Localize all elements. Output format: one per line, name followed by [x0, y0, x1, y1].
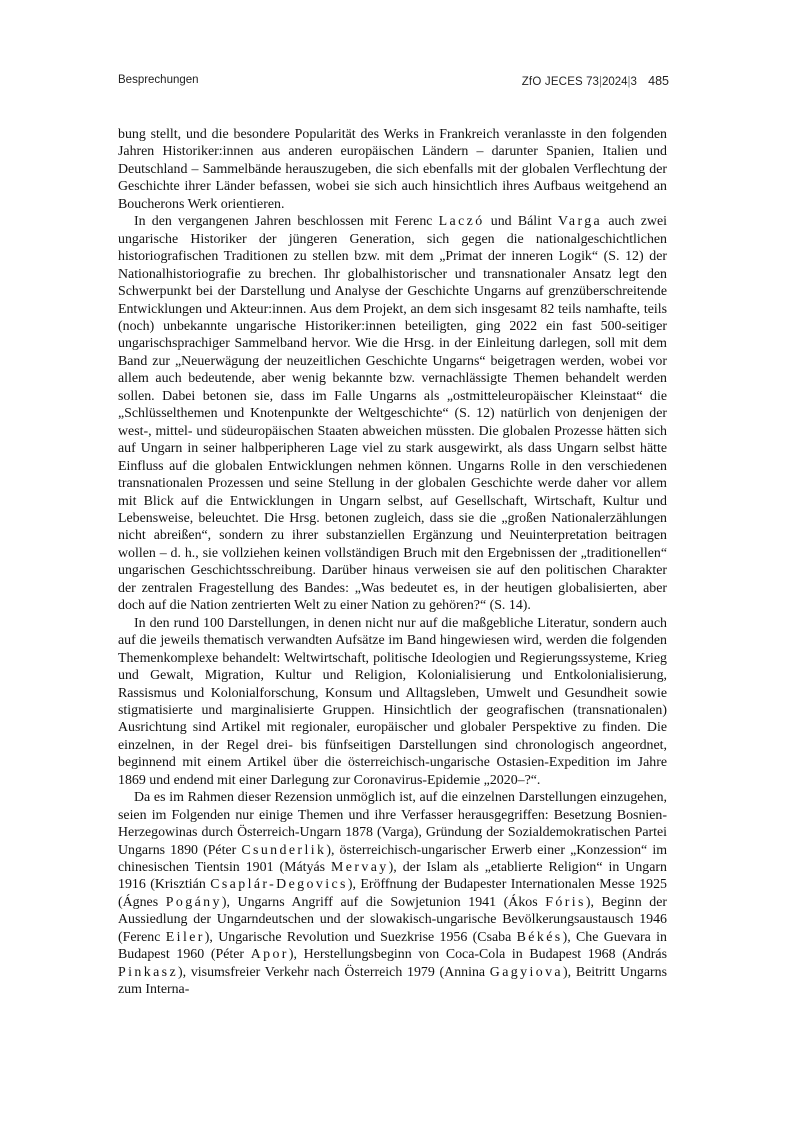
author-name: Eiler [165, 929, 205, 945]
paragraph [118, 213, 667, 614]
year: 2024 [601, 76, 628, 88]
text-segment: ), Ungarische Revolution und Suezkrise 1956 (Csaba [204, 929, 517, 945]
text-segment: ), Beitritt Ungarns zum Interna- [118, 964, 667, 998]
author-name: Gagyiova [489, 964, 563, 980]
running-header [118, 74, 669, 92]
journal-citation [522, 74, 669, 88]
text-segment: Da es im Rahmen dieser Rezension unmöglich ist, auf die einzelnen Darstellungen einzugehen, seien im Folgenden nur einige Themen und ihre Verfasser herausgegriffen: Besetzung Bosnien-Herzegowinas durch Österreich-Ungarn 1878 (Varga), Gründung der Sozialdemokratischen Partei Ungarns 1890 (Péter [118, 790, 667, 858]
author-name: Varga [557, 214, 603, 230]
author-name: Pogány [165, 894, 222, 910]
section-title: Besprechungen [118, 74, 199, 86]
text-segment: ), Herstellungsbeginn von Coca-Cola in Budapest 1968 (András [288, 947, 667, 963]
author-name: Csaplár-Degovics [210, 877, 348, 893]
author-name: Fóris [545, 894, 586, 910]
text-segment: In den vergangenen Jahren beschlossen mit Ferenc [134, 214, 439, 230]
text-segment: ), visumsfreier Verkehr nach Österreich 1979 (Annina [178, 964, 490, 980]
paragraph [118, 126, 667, 213]
text-segment: ), österreichisch-ungarischer Erwerb einer „Konzession“ im chinesischen Tientsin 1901 (Mátyás [118, 842, 667, 876]
text-segment: bung stellt, und die besondere Popularität des Werks in Frankreich veranlasste in den folgenden Jahren Historiker:innen aus anderen europäischen Ländern – darunter Spanien, Italien und Deutschland – Sammelbände herauszugeben, die sich ebenfalls mit der globalen Verflechtung der Geschichte ihrer Länder befassen, wobei sie sich auch hinsichtlich ihres Aufbaus weitgehend an Boucherons Werk orientieren. [118, 127, 667, 212]
text-segment: ), der Islam als „etablierte Religion“ in Ungarn 1916 (Krisztián [118, 860, 667, 893]
author-name: Pinkasz [118, 964, 179, 980]
paragraph [118, 789, 667, 998]
text-segment: ), Ungarns Angriff auf die Sowjetunion 1941 (Ákos [221, 894, 546, 910]
text-segment: und Bálint [484, 214, 558, 230]
body-text [118, 126, 667, 999]
paragraph [118, 615, 667, 790]
text-segment: In den rund 100 Darstellungen, in denen nicht nur auf die maßgebliche Literatur, sondern auch auf die jeweils thematisch verwandten Aufsätze im Band hingewiesen wird, werden die folgenden Themenkomplexe behandelt: Weltwirtschaft, politische Ideologien und Regierungssysteme, Krieg und Gewalt, Migration, Kultur und Religion, Kolonialisierung und Entkolonialisierung, Rassismus und Kolonialforschung, Konsum und Alltagsleben, Umwelt und Gesundheit sowie stigmatisierte und marginalisierte Gruppen. Hinsichtlich der geografischen (transnationalen) Ausrichtung sind Artikel mit regionaler, europäischer und globaler Perspektive zu finden. Die einzelnen, in der Regel drei- bis fünfseitigen Darstellungen sind chronologisch angeordnet, beginnend mit einem Artikel über die österreichisch-ungarische Ostasien-Expedition im Jahre 1869 und endend mit einer Darlegung zur Coronavirus-Epidemie „2020–?“. [118, 615, 667, 788]
text-segment: auch zwei ungarische Historiker der jüngeren Generation, sich gegen die nationalgeschichtlichen historiografischen Traditionen zu stellen bzw. mit dem „Primat der inneren Logik“ (S. 12) der Nationalhistoriografie zu brechen. Ihr globalhistorischer und transnationaler Ansatz legt den Schwerpunkt bei der Darstellung und Analyse der Geschichte Ungarns auf grenzüberschreitende Entwicklungen und Akteur:innen. Aus dem Projekt, an dem sich insgesamt 82 teils namhafte, teils (noch) unbekannte ungarische Historiker:innen beteiligten, ging 2022 ein fast 500-seitiger ungarischsprachiger Sammelband hervor. Wie die Hrsg. in der Einleitung darlegen, soll mit dem Band zur „Neuerwägung der neuzeitlichen Geschichte Ungarns“ beigetragen werden, wobei vor allem auch bedeutende, aber wenig bekannte bzw. vernachlässigte Themen behandelt werden sollen. Dabei betonen sie, dass im Falle Ungarns als „ostmitteleuropäischer Kleinstaat“ die „Schlüsselthemen und Knotenpunkte der Weltgeschichte“ (S. 12) natürlich von denjenigen der west-, mittel- und südeuropäischen Staaten abweichen müssten. Die globalen Prozesse hätten sich auf Ungarn in seiner halbperipheren Lage viel zu stark ausgewirkt, als dass Ungarn selbst hätte Einfluss auf die globalen Entwicklungen nehmen können. Ungarns Rolle in den verschiedenen transnationalen Prozessen und seine Stellung in der globalen Geschichte werde daher vor allem mit Blick auf die Entwicklungen in Ungarn selbst, auf Gesellschaft, Wirtschaft, Kultur und Lebensweise, beleuchtet. Die Hrsg. betonen zugleich, dass sie die „großen Nationalerzählungen nicht abreißen“, sondern zu ihrer substanziellen Ergänzung und Neuinterpretation beitragen wollen – d. h., sie vollziehen keinen vollständigen Bruch mit den Ergebnissen der „traditionellen“ ungarischen Geschichtsschreibung. Darüber hinaus verweisen sie auf den politischen Charakter der zentralen Fragestellung des Bandes: „Was bedeutet es, in der heutigen globalisierten, aber doch auf die Nation zentrierten Welt zu einer Nation zu gehören?“ (S. 14). [118, 214, 667, 614]
author-name: Békés [516, 929, 563, 945]
text-segment: ), Beginn der Aussiedlung der Ungarndeutschen und der slowakisch-ungarische Bevölkerungsaustausch 1946 (Ferenc [118, 894, 668, 945]
journal-name: ZfO JECES [521, 76, 583, 88]
author-name: Laczó [438, 214, 485, 230]
author-name: Mervay [331, 860, 389, 876]
separator: | [598, 76, 602, 88]
text-segment: ), Eröffnung der Budapester Internationalen Messe 1925 (Ágnes [118, 877, 667, 910]
author-name: Apor [250, 947, 289, 963]
page-number: 485 [648, 74, 669, 88]
separator: | [627, 76, 631, 88]
volume-number: 73 [586, 76, 599, 88]
issue-number: 3 [630, 76, 637, 88]
author-name: Csunderlik [241, 842, 327, 858]
text-segment: ), Che Guevara in Budapest 1960 (Péter [118, 929, 667, 963]
